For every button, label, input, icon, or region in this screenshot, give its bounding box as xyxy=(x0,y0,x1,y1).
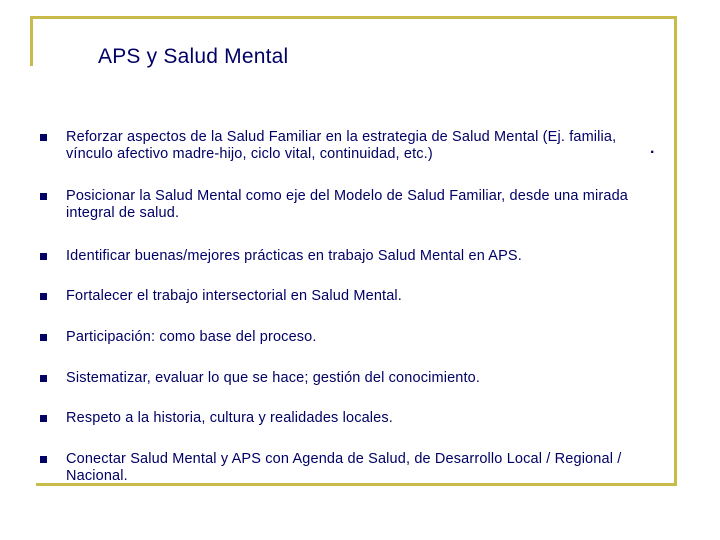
bullet-text: Identificar buenas/mejores prácticas en trabajo Salud Mental en APS. xyxy=(66,248,522,264)
square-bullet-icon xyxy=(40,253,47,260)
frame-left-rule xyxy=(30,16,33,66)
bullet-text: Respeto a la historia, cultura y realidades locales. xyxy=(66,410,393,426)
square-bullet-icon xyxy=(40,375,47,382)
bullet-text: Fortalecer el trabajo intersectorial en Salud Mental. xyxy=(66,288,402,304)
bullet-text: Sistematizar, evaluar lo que se hace; gestión del conocimiento. xyxy=(66,370,481,386)
square-bullet-icon xyxy=(40,334,47,341)
square-bullet-icon xyxy=(40,134,47,141)
square-bullet-icon xyxy=(40,193,47,200)
slide-title: APS y Salud Mental xyxy=(98,45,289,68)
bullet-text: Participación: como base del proceso. xyxy=(66,329,317,345)
stray-dot: . xyxy=(650,140,655,157)
square-bullet-icon xyxy=(40,415,47,422)
bullet-text: Reforzar aspectos de la Salud Familiar en la estrategia de Salud Mental (Ej. familia, vínculo afectivo madre-hijo, ciclo vital, continuidad, etc.) xyxy=(66,129,617,162)
square-bullet-icon xyxy=(40,456,47,463)
frame-right-rule xyxy=(674,16,677,486)
frame-top-rule xyxy=(30,16,677,19)
bullet-text: Conectar Salud Mental y APS con Agenda de Salud, de Desarrollo Local / Regional / Nacional. xyxy=(66,451,622,484)
square-bullet-icon xyxy=(40,293,47,300)
bullet-text: Posicionar la Salud Mental como eje del Modelo de Salud Familiar, desde una mirada integral de salud. xyxy=(66,188,628,221)
